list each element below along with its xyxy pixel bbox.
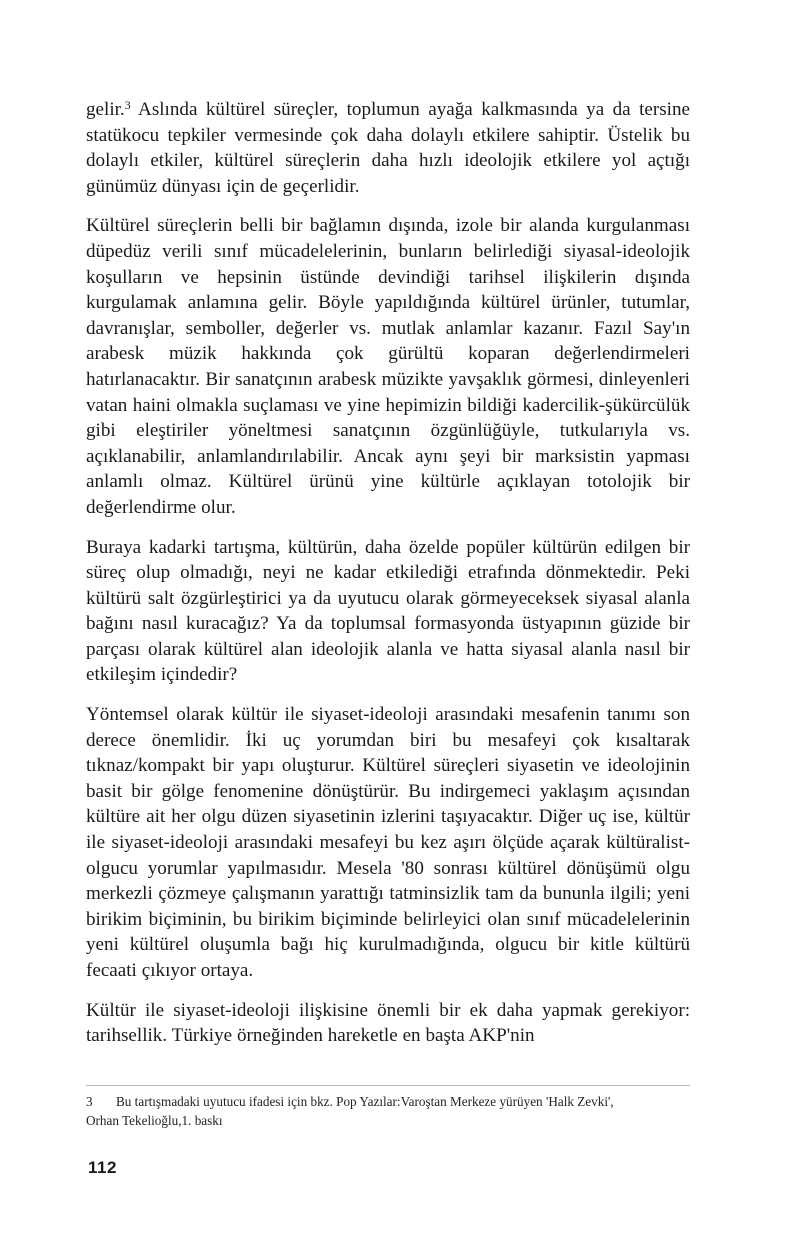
- paragraph-1: [86, 97, 690, 199]
- body-text-column: [86, 97, 690, 1049]
- footnote-reference-3[interactable]: 3: [124, 98, 131, 113]
- footnote-marker: 3: [86, 1094, 93, 1109]
- footnote-text-1: Bu tartışmadaki uyutucu ifadesi için bkz. Pop Yazılar:Varoştan Merkeze yürüyen 'Halk Zevki',: [116, 1094, 614, 1109]
- footnote-block: [86, 1085, 690, 1130]
- paragraph-4: Yöntemsel olarak kültür ile siyaset-ideoloji arasındaki mesafenin tanımı son derece önemlidir. İki uç yorumdan biri bu mesafeyi çok kısaltarak tıknaz/kompakt bir yapı oluşturur. Kültürel süreçleri siyasetin ve ideolojinin basit bir gölge fenomenine dönüştürür. Bu indirgemeci yaklaşım açısından kültüre ait her olgu düzen siyasetinin izlerini taşıyacaktır. Diğer uç ise, kültür ile siyaset-ideoloji arasındaki mesafeyi bu kez aşırı ölçüde açarak kültüralist-olgucu yorumlar yapılmasıdır. Mesela '80 sonrası kültürel dönüşümü olgu merkezli çözmeye çalışmanın yarattığı tatminsizlik tam da bununla ilgili; yeni birikim biçiminin, bu birikim biçiminde belirleyici olan sınıf mücadelelerinin yeni kültürel oluşumla bağı hiç kurulmadığında, olgucu bir kitle kültürü fecaati çıkıyor ortaya.: [86, 704, 690, 981]
- footnote-line-1: [86, 1092, 690, 1111]
- paragraph-5: Kültür ile siyaset-ideoloji ilişkisine önemli bir ek daha yapmak gerekiyor: tarihsellik. Türkiye örneğinden hareketle en başta AKP'nin: [86, 999, 690, 1047]
- paragraph-2: Kültürel süreçlerin belli bir bağlamın dışında, izole bir alanda kurgulanması düpedüz verili sınıf mücadelelerinin, bunların belirlediği siyasal-ideolojik koşulların ve hepsinin üstünde devindiği tarihsel ilişkilerin dışında kurgulamak anlamına gelir. Böyle yapıldığında kültürel ürünler, tutumlar, davranışlar, semboller, değerler vs. mutlak anlamlar kazanır. Fazıl Say'ın arabesk müzik hakkında çok gürültü koparan değerlendirmeleri hatırlanacaktır. Bir sanatçının arabesk müzikte yavşaklık görmesi, dinleyenleri vatan haini olmakla suçlaması ve yine hepimizin bildiği kadercilik-şükürcülük gibi eleştiriler yöneltmesi sanatçının özgünlüğüyle, tutkularıyla vs. açıklanabilir, anlamlandırılabilir. Ancak aynı şeyi bir marksistin yapması anlamlı olmaz. Kültürel ürünü yine kültürle açıklayan totolojik bir değerlendirme olur.: [86, 215, 690, 518]
- page-number: 112: [88, 1158, 117, 1177]
- paragraph-1-text: Aslında kültürel süreçler, toplumun ayağa kalkmasında ya da tersine statükocu tepkiler vermesinde çok daha dolaylı etkilere sahiptir. Üstelik bu dolaylı etkiler, kültürel süreçlerin daha hızlı ideolojik etkilere yol açtığı günümüz dünyası için de geçerlidir.: [86, 99, 690, 197]
- footnote-separator-rule: [86, 1085, 690, 1086]
- paragraph-3: Buraya kadarki tartışma, kültürün, daha özelde popüler kültürün edilgen bir süreç olup olmadığı, neyi ne kadar etkilediği etrafında dönmektedir. Peki kültürü salt özgürleştirici ya da uyutucu olarak görmeyeceksek siyasal alanla bağını nasıl kuracağız? Ya da toplumsal formasyonda üstyapının güzide bir parçası olarak kültürel alan ideolojik alanla ve hatta siyasal alanla nasıl bir etkileşim içindedir?: [86, 536, 690, 686]
- footnote-line-2: Orhan Tekelioğlu,1. baskı: [86, 1113, 223, 1128]
- paragraph-1-lead: gelir.: [86, 99, 125, 120]
